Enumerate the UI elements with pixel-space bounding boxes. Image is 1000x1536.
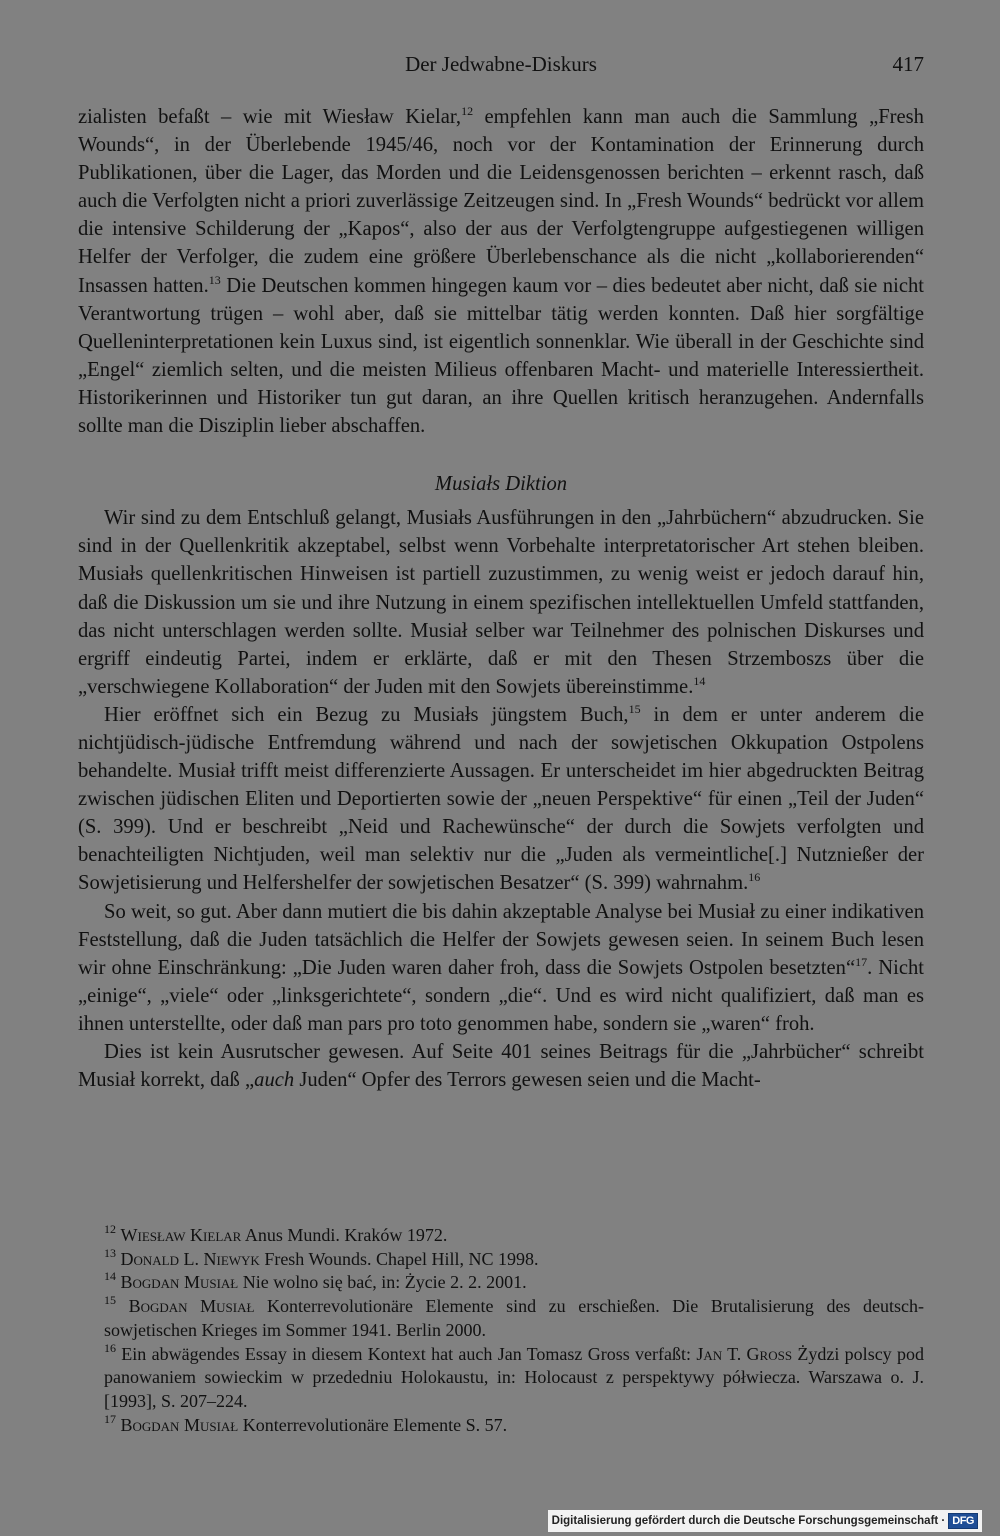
footnote-ref: 17 <box>104 1411 116 1426</box>
author-name: Donald L. Niewyk <box>120 1248 260 1269</box>
footnote: $^{13}$ Donald L. Niewyk Fresh Wounds. Chapel Hill, NC 1998. <box>104 1245 539 1269</box>
footnote-ref: 13 <box>104 1245 116 1260</box>
author-name: Bogdan Musiał <box>128 1296 255 1317</box>
author-name: Bogdan Musiał <box>120 1272 239 1293</box>
body-text <box>78 103 924 1094</box>
footnote-ref: 12 <box>104 1222 116 1236</box>
footnote-ref: 14 <box>693 673 706 688</box>
digitization-credit <box>548 1510 982 1532</box>
footnote-ref: 16 <box>748 870 761 885</box>
footnote-ref: 15 <box>104 1293 116 1308</box>
footnotes <box>78 1224 924 1437</box>
footnote-ref: 17 <box>855 954 868 969</box>
paragraph: Hier eröffnet sich ein Bezug zu Musiałs jüngstem Buch,$^{15}$ in dem er unter anderem die nichtjüdisch-jüdische Entfremdung während und nach der sowjetischen Okkupation Ostpolens behandelte. Musiał trifft meist differenzierte Aussagen. Er unterscheidet im hier abgedruckten Beitrag zwischen jüdischen Eliten und Deportierten sowie der „neuen Perspektive“ für einen „Teil der Juden“ (S. 399). Und er beschreibt „Neid und Rachewünsche“ der durch die Sowjets verfolgten und benachteiligten Nichtjuden, weil man selektiv nur die „Juden als vermeintliche[.] Nutznießer der Sowjetisierung und Helfershelfer der sowjetischen Besatzer“ (S. 399) wahrnahm.$^{16}$ <box>78 701 924 895</box>
footnote-ref: 15 <box>628 701 641 716</box>
paragraph: Dies ist kein Ausrutscher gewesen. Auf Seite 401 seines Beitrags für die „Jahrbücher“ schreibt Musiał korrekt, daß „auch Juden“ Opfer des Terrors gewesen seien und die Macht- <box>78 1041 924 1092</box>
footnote-ref: 14 <box>104 1269 116 1284</box>
author-name: Wiesław Kielar <box>120 1225 242 1245</box>
running-head <box>78 50 924 80</box>
section-heading: Musiałs Diktion <box>434 473 568 496</box>
footnote: $^{17}$ Bogdan Musiał Konterrevolutionäre Elemente S. 57. <box>104 1411 508 1435</box>
footnote: $^{14}$ Bogdan Musiał Nie wolno się bać, in: Życie 2. 2. 2001. <box>104 1269 527 1293</box>
footnote-ref: 12 <box>461 104 474 118</box>
footnote-ref: 13 <box>208 272 221 287</box>
author-name: Jan T. Gross <box>696 1343 793 1364</box>
paragraph: zialisten befaßt – wie mit Wiesław Kielar,$^{12}$ empfehlen kann man auch die Sammlung „Fresh Wounds“, in der Überlebende 1945/46, noch vor der Kontamination der Erinnerung durch Publikationen, über die Lager, das Morden und die Leidensgenossen berichten – erkennt rasch, daß auch die Verfolgten nicht a priori zuverlässige Zeitzeugen sind. In „Fresh Wounds“ bedrückt vor allem die intensive Schilderung der „Kapos“, also der aus der Verfolgtengruppe aufgestiegenen willigen Helfer der Verfolger, die zudem eine größere Überlebenschance als die nicht „kollaborierenden“ Insassen hatten.$^{13}$ Die Deutschen kommen hingegen kaum vor – dies bedeutet aber nicht, daß sie nicht Verantwortung trügen – wohl aber, daß sie mittelbar tätig werden konnten. Daß hier sorgfältige Quelleninterpretationen kein Luxus sind, ist eigentlich sonnenklar. Wie überall in der Geschichte sind „Engel“ ziemlich selten, und die meisten Milieus offenbaren Macht- und materielle Interessiertheit. Historikerinnen und Historiker tun gut daran, an ihre Quellen kritisch heranzugehen. Andernfalls sollte man die Disziplin lieber abschaffen. <box>78 104 924 438</box>
dfg-logo-icon: DFG <box>948 1513 978 1529</box>
page-number: 417 <box>892 52 924 76</box>
author-name: Bogdan Musiał <box>120 1414 239 1435</box>
footnote: $^{15}$ Bogdan Musiał Konterrevolutionäre Elemente sind zu erschießen. Die Brutalisierung des deutsch-sowjetischen Krieges im Sommer 1941. Berlin 2000. <box>104 1293 925 1340</box>
credit-text: Digitalisierung gefördert durch die Deutsche Forschungsgemeinschaft · <box>551 1515 946 1527</box>
footnote-ref: 16 <box>104 1340 116 1355</box>
emphasis: auch <box>254 1069 295 1092</box>
running-title: Der Jedwabne-Diskurs <box>405 52 597 76</box>
footnote: $^{12}$ Wiesław Kielar Anus Mundi. Kraków 1972. <box>104 1222 448 1245</box>
paragraph: Wir sind zu dem Entschluß gelangt, Musiałs Ausführungen in den „Jahrbüchern“ abzudrucken. Sie sind in der Quellenkritik akzeptabel, selbst wenn Vorbehalte interpretatorischer Art stehen bleiben. Musiałs quellenkritischen Hinweisen ist partiell zuzustimmen, zu wenig weist er jedoch darauf hin, daß die Diskussion um sie und ihre Nutzung in einem spezifischen intellektuellen Umfeld stattfanden, das nicht unterschlagen werden sollte. Musiał selber war Teilnehmer des polnischen Diskurses und ergriff eindeutig Partei, indem er erklärte, daß er mit den Thesen Strzemboszs über die „verschwiegene Kollaboration“ der Juden mit den Sowjets übereinstimme.$^{14}$ <box>78 507 924 698</box>
paragraph: So weit, so gut. Aber dann mutiert die bis dahin akzeptable Analyse bei Musiał zu einer indikativen Feststellung, daß die Juden tatsächlich die Helfer der Sowjets gewesen seien. In seinem Buch lesen wir ohne Einschränkung: „Die Juden waren daher froh, dass die Sowjets Ostpolen besetzten“$^{17}$. Nicht „einige“, „viele“ oder „linksgerichtete“, sondern „die“. Und es wird nicht qualifiziert, daß man es ihnen unterstellte, oder daß man pars pro toto genommen habe, sondern sie „waren“ froh. <box>78 900 924 1035</box>
footnote: $^{16}$ Ein abwägendes Essay in diesem Kontext hat auch Jan Tomasz Gross verfaßt: Jan T. Gross Żydzi polscy pod panowaniem sowieckim w przededniu Holokaustu, in: Holocaust z perspektywy półwiecza. Warszawa o. J. [1993], S. 207–224. <box>104 1340 924 1411</box>
